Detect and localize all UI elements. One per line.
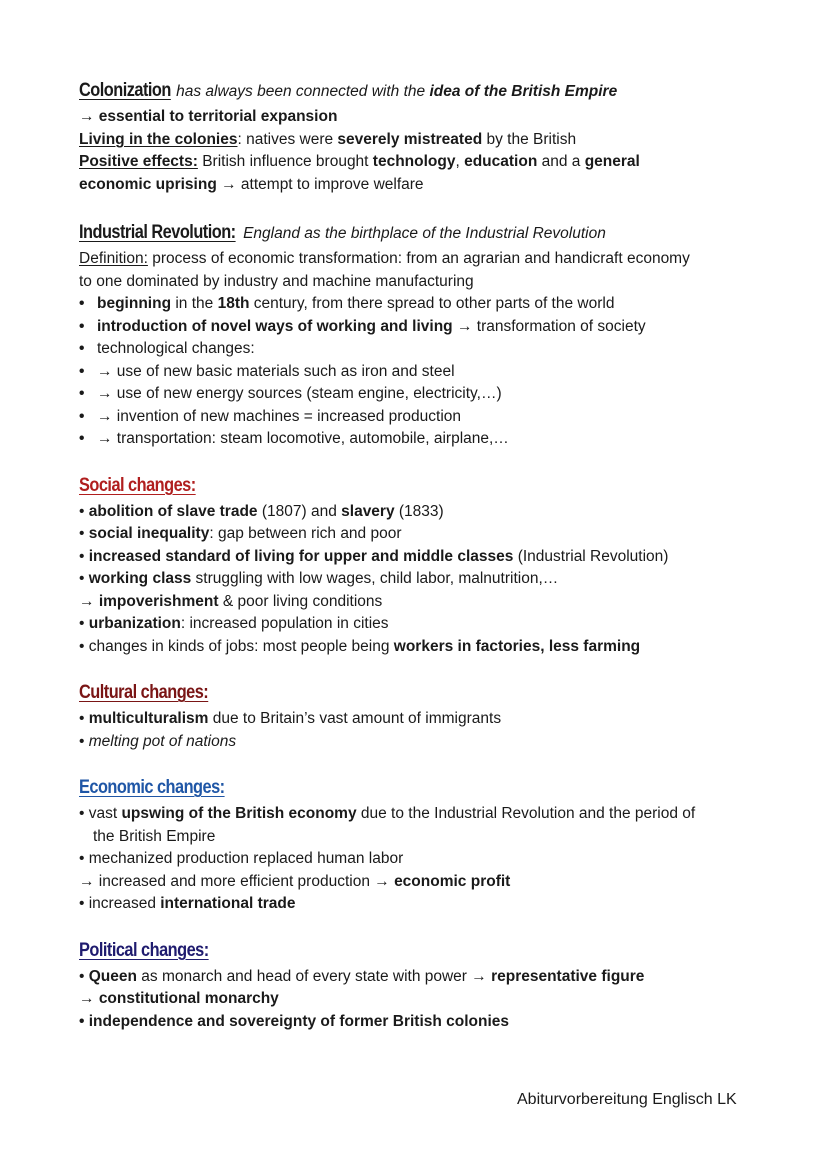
colonization-heading-line [79,76,759,106]
colonization-subtitle-bold: idea of the British Empire [429,83,618,100]
social-section [79,471,759,659]
list-item: • → use of new energy sources (steam engine, electricity,…) [79,385,502,402]
colonization-heading: Colonization [79,80,171,101]
list-item: → impoverishment & poor living conditions [79,592,383,610]
definition-line-1: Definition: process of economic transformation: from an agrarian and handicraft economy [79,250,690,267]
list-item: → increased and more efficient production → economic profit [79,872,511,890]
list-item: • → use of new basic materials such as iron and steel [79,362,455,380]
colonization-line-2: Living in the colonies: natives were severely mistreated by the British [79,130,577,148]
list-item-continuation: the British Empire [93,827,216,845]
economic-section [79,773,759,916]
list-item: • changes in kinds of jobs: most people being workers in factories, less farming [79,637,641,655]
list-item: • → transportation: steam locomotive, automobile, airplane,… [79,430,509,447]
list-item: • social inequality: gap between rich and poor [79,525,402,542]
list-item: • Queen as monarch and head of every state with power → representative figure [79,967,645,985]
list-item: • urbanization: increased population in cities [79,615,389,632]
list-item: • increased standard of living for upper and middle classes (Industrial Revolution) [79,547,669,565]
document-body [79,76,759,1033]
list-item: → constitutional monarchy [79,990,279,1007]
list-item: • beginning in the 18th century, from there spread to other parts of the world [79,295,615,312]
political-heading: Political changes: [79,939,209,961]
industrial-heading-line [79,218,759,248]
industrial-section [79,218,759,451]
economic-heading: Economic changes: [79,777,225,798]
list-item: • mechanized production replaced human labor [79,850,404,867]
political-section [79,936,759,1034]
list-item: • working class struggling with low wages, child labor, malnutrition,… [79,570,559,587]
cultural-section [79,678,759,753]
colonization-line-3: Positive effects: British influence brought technology, education and a general [79,153,640,170]
list-item: • vast upswing of the British economy due to the Industrial Revolution and the period of [79,805,696,822]
cultural-heading: Cultural changes: [79,682,209,703]
definition-line-2: to one dominated by industry and machine manufacturing [79,272,474,290]
social-heading: Social changes: [79,474,196,496]
list-item: • abolition of slave trade (1807) and slavery (1833) [79,502,444,520]
list-item: • introduction of novel ways of working and living → transformation of society [79,317,646,335]
colonization-section [79,76,759,196]
page-footer: Abiturvorbereitung Englisch LK [517,1091,737,1108]
list-item: • multiculturalism due to Britain’s vast amount of immigrants [79,710,502,727]
colonization-line-1: → essential to territorial expansion [79,108,338,125]
list-item: • increased international trade [79,895,296,912]
colonization-subtitle: has always been connected with the [171,83,430,100]
colonization-line-4: economic uprising → attempt to improve welfare [79,175,424,193]
list-item: • independence and sovereignty of former British colonies [79,1012,510,1030]
list-item: • → invention of new machines = increased production [79,407,462,425]
list-item: • melting pot of nations [79,732,237,750]
list-item: • technological changes: [79,340,255,357]
industrial-heading: Industrial Revolution: [79,222,236,243]
industrial-subtitle: England as the birthplace of the Industrial Revolution [243,225,606,242]
